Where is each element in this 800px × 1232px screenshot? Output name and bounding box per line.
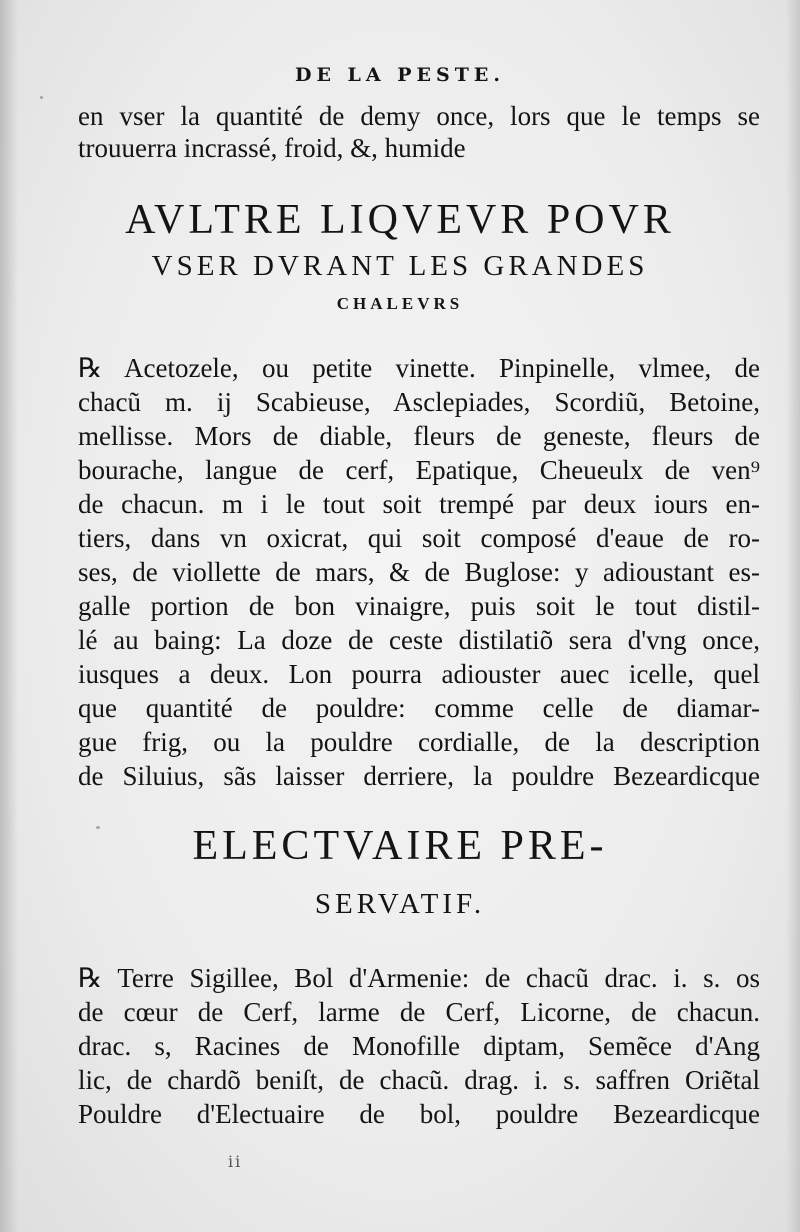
section1-text-line: tiers, dans vn oxicrat, qui soit composé d'eaue de ro- — [78, 523, 760, 553]
section1-text-line: lé au baing: La doze de ceste distilatiõ sera d'vng once, — [78, 625, 760, 655]
section1-text-line: chacũ m. ij Scabieuse, Asclepiades, Scordiũ, Betoine, — [78, 387, 760, 417]
ink-speck — [96, 826, 100, 829]
section1-text-line: que quantité de pouldre: comme celle de diamar- — [78, 693, 760, 723]
section1-text-line: de Siluius, sãs laisser derriere, la pouldre Bezeardicque — [78, 761, 760, 791]
intro-line: en vser la quantité de demy once, lors que le temps se — [78, 101, 760, 131]
running-head: DE LA PESTE. — [294, 64, 505, 86]
section1-text-line: galle portion de bon vinaigre, puis soit le tout distil- — [78, 591, 760, 621]
section1-title-line3: CHALEVRS — [336, 294, 464, 313]
bottom-mark: ii — [228, 1152, 243, 1171]
page-right-shadow — [786, 0, 800, 1232]
section2-title-line1: ELECTVAIRE PRE- — [192, 823, 608, 869]
intro-line: trouuerra incrassé, froid, &, humide — [78, 133, 466, 163]
section2-text-line: drac. s, Racines de Monofille diptam, Semẽce d'Ang — [78, 1031, 760, 1061]
section2-text-line: Pouldre d'Electuaire de bol, pouldre Bezeardicque — [78, 1099, 760, 1129]
page-left-shadow — [0, 0, 18, 1232]
section2-title-line2: SERVATIF. — [314, 888, 486, 920]
section2-text-line: de cœur de Cerf, larme de Cerf, Licorne, de chacun. — [78, 997, 760, 1027]
section1-text-line: ses, de viollette de mars, & de Buglose: y adioustant es- — [78, 557, 760, 587]
section1-text-line: ℞ Acetozele, ou petite vinette. Pinpinelle, vlmee, de — [78, 353, 760, 383]
section1-title-line2: VSER DVRANT LES GRANDES — [151, 250, 649, 282]
section1-text-line: iusques a deux. Lon pourra adiouster auec icelle, quel — [78, 659, 760, 689]
section1-text-line: gue frig, ou la pouldre cordialle, de la description — [78, 727, 760, 757]
ink-speck — [40, 96, 43, 99]
section2-text-line: lic, de chardõ beniſt, de chacũ. drag. i. s. saffren Oriẽtal — [78, 1065, 760, 1095]
section1-text-line: bourache, langue de cerf, Epatique, Cheueulx de ven⁹ — [78, 455, 760, 485]
section1-title-line1: AVLTRE LIQVEVR POVR — [125, 197, 675, 243]
section1-text-line: mellisse. Mors de diable, fleurs de geneste, fleurs de — [78, 421, 760, 451]
section1-text-line: de chacun. m i le tout soit trempé par deux iours en- — [78, 489, 760, 519]
section2-text-line: ℞ Terre Sigillee, Bol d'Armenie: de chacũ drac. i. s. os — [78, 963, 760, 993]
ink-speck — [690, 740, 693, 744]
